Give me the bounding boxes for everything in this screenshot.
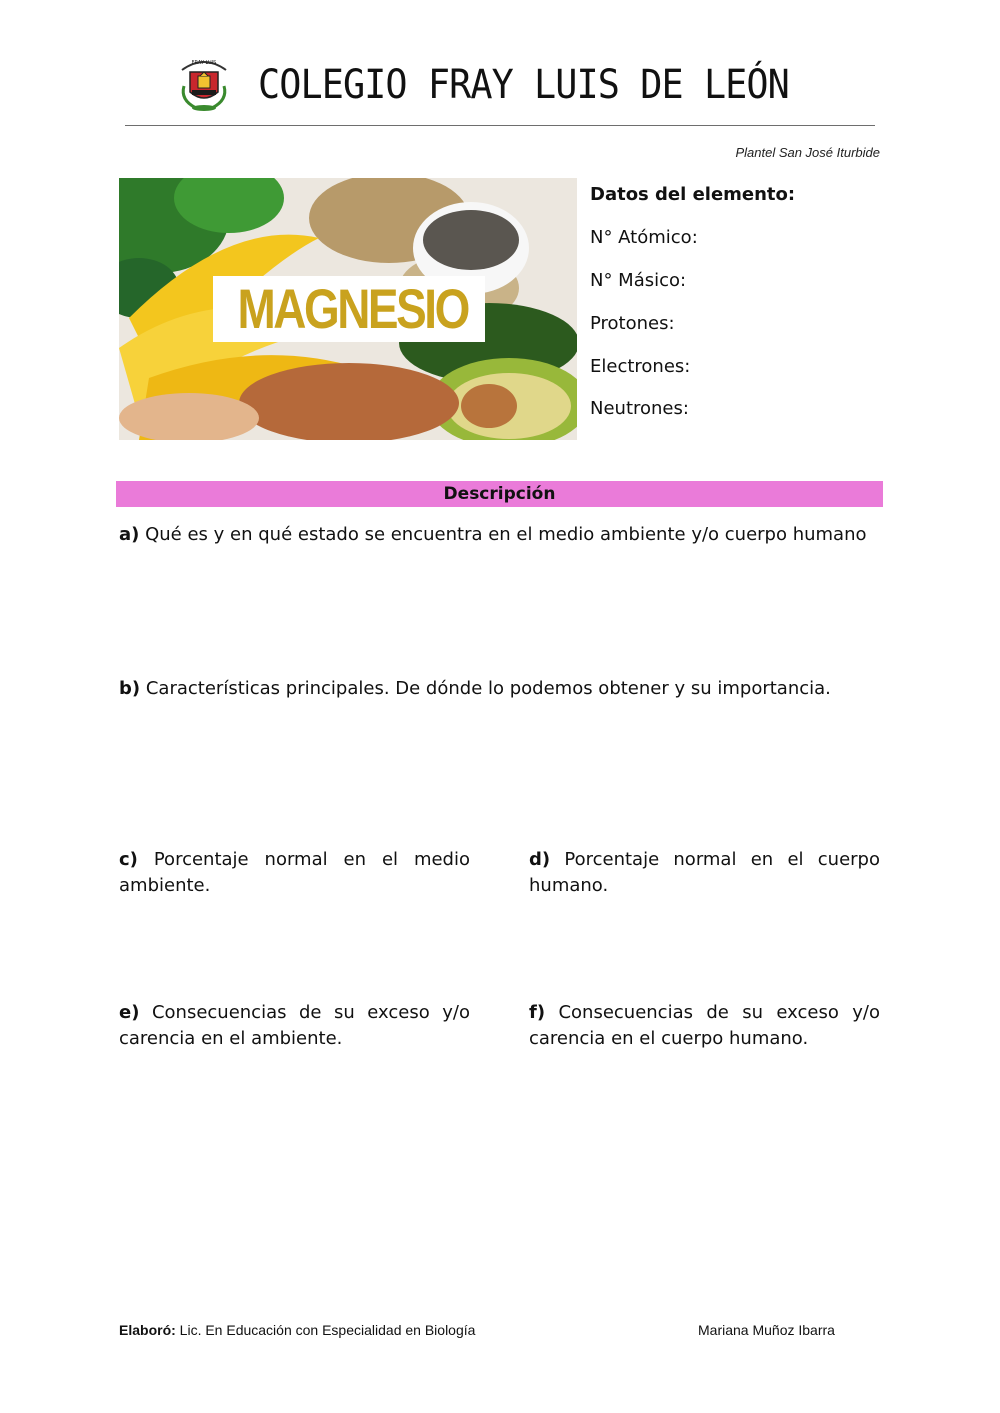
header-divider	[125, 125, 875, 126]
question-letter: e)	[119, 1002, 140, 1023]
school-name: COLEGIO FRAY LUIS DE LEÓN	[258, 62, 789, 108]
question-e	[119, 1000, 470, 1052]
question-letter: b)	[119, 678, 141, 699]
hero-overlay-text: MAGNESIO	[237, 277, 468, 340]
question-a	[119, 522, 881, 548]
campus-name: Plantel San José Iturbide	[735, 145, 880, 160]
question-c	[119, 847, 470, 899]
footer-credit	[119, 1322, 475, 1338]
atomic-number-label: N° Atómico:	[590, 227, 698, 248]
question-letter: f)	[529, 1002, 546, 1023]
question-text: Características principales. De dónde lo podemos obtener y su importancia.	[145, 678, 831, 699]
question-letter: d)	[529, 849, 551, 870]
element-data-title: Datos del elemento:	[590, 184, 796, 205]
footer-label: Elaboró:	[119, 1322, 176, 1338]
question-text: Consecuencias de su exceso y/o carencia en el cuerpo humano.	[529, 1002, 880, 1049]
description-header: Descripción	[116, 481, 883, 507]
question-letter: c)	[119, 849, 138, 870]
question-text: Qué es y en qué estado se encuentra en el medio ambiente y/o cuerpo humano	[145, 524, 867, 545]
electrons-label: Electrones:	[590, 356, 691, 377]
question-d	[529, 847, 880, 899]
mass-number-label: N° Másico:	[590, 270, 687, 291]
question-f	[529, 1000, 880, 1052]
magnesium-foods-image	[119, 178, 577, 440]
footer-role: Lic. En Educación con Especialidad en Biología	[179, 1322, 476, 1338]
question-letter: a)	[119, 524, 140, 545]
school-crest-icon	[176, 52, 232, 116]
footer-author: Mariana Muñoz Ibarra	[698, 1322, 835, 1338]
neutrons-label: Neutrones:	[590, 398, 689, 419]
question-text: Consecuencias de su exceso y/o carencia en el ambiente.	[119, 1002, 470, 1049]
svg-text:FRAY LUIS: FRAY LUIS	[191, 60, 217, 66]
question-text: Porcentaje normal en el medio ambiente.	[119, 849, 470, 896]
question-text: Porcentaje normal en el cuerpo humano.	[529, 849, 880, 896]
question-b	[119, 676, 881, 702]
protons-label: Protones:	[590, 313, 675, 334]
